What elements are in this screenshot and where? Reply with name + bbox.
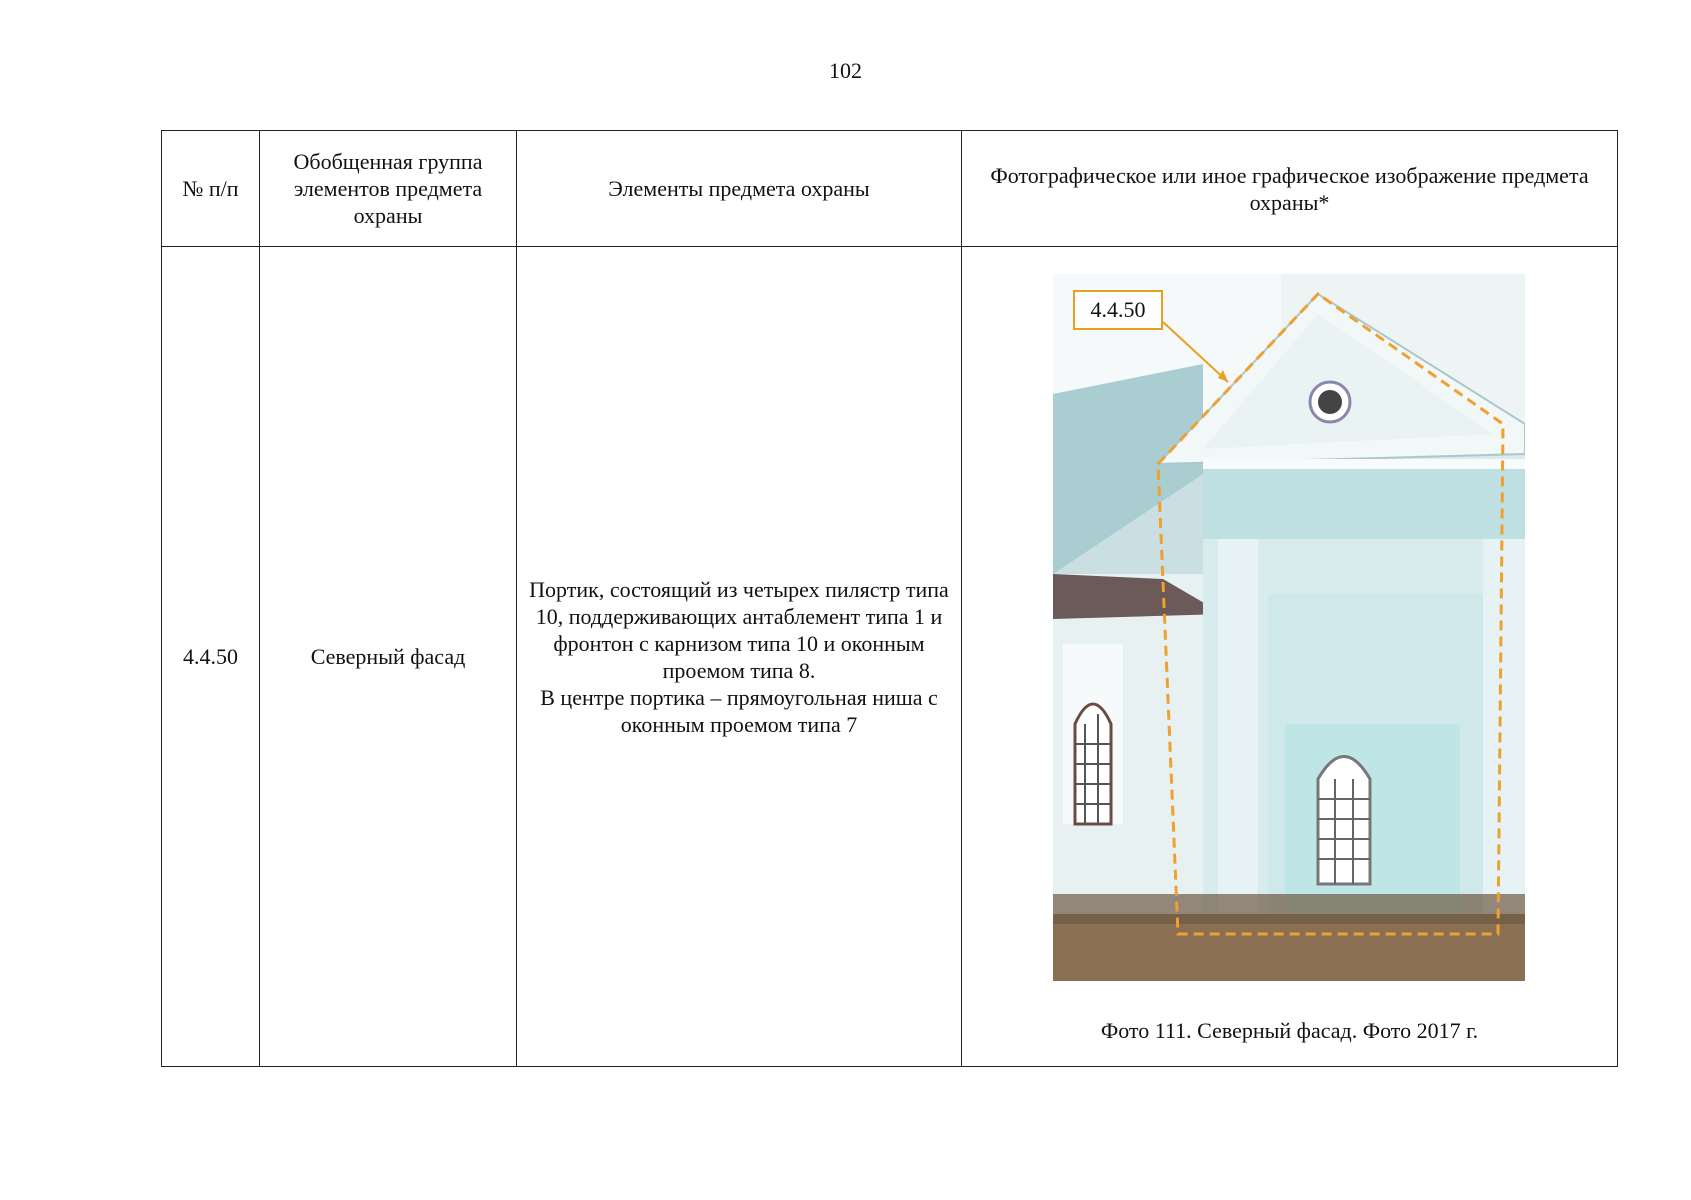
header-group: Обобщенная группа элементов предмета охраны — [260, 131, 517, 247]
table-header-row — [162, 131, 1618, 247]
row-group: Северный фасад — [260, 247, 517, 1067]
facade-photo — [1053, 274, 1525, 981]
header-photo: Фотографическое или иное графическое изображение предмета охраны* — [962, 131, 1618, 247]
page-number: 102 — [829, 58, 862, 83]
protection-table — [161, 130, 1618, 1067]
row-photo-cell — [962, 247, 1618, 1067]
row-num: 4.4.50 — [162, 247, 260, 1067]
header-elements: Элементы предмета охраны — [517, 131, 962, 247]
photo-caption: Фото 111. Северный фасад. Фото 2017 г. — [1100, 1018, 1479, 1043]
table-row — [162, 247, 1618, 1067]
row-elements: Портик, состоящий из четырех пилястр типа 10, поддерживающих антаблемент типа 1 и фронтон с карнизом типа 10 и оконным проемом типа 8. В центре портика – прямоугольная ниша с оконным проемом типа 7 — [517, 247, 962, 1067]
header-num: № п/п — [162, 131, 260, 247]
photo-callout-label: 4.4.50 — [1073, 290, 1163, 330]
